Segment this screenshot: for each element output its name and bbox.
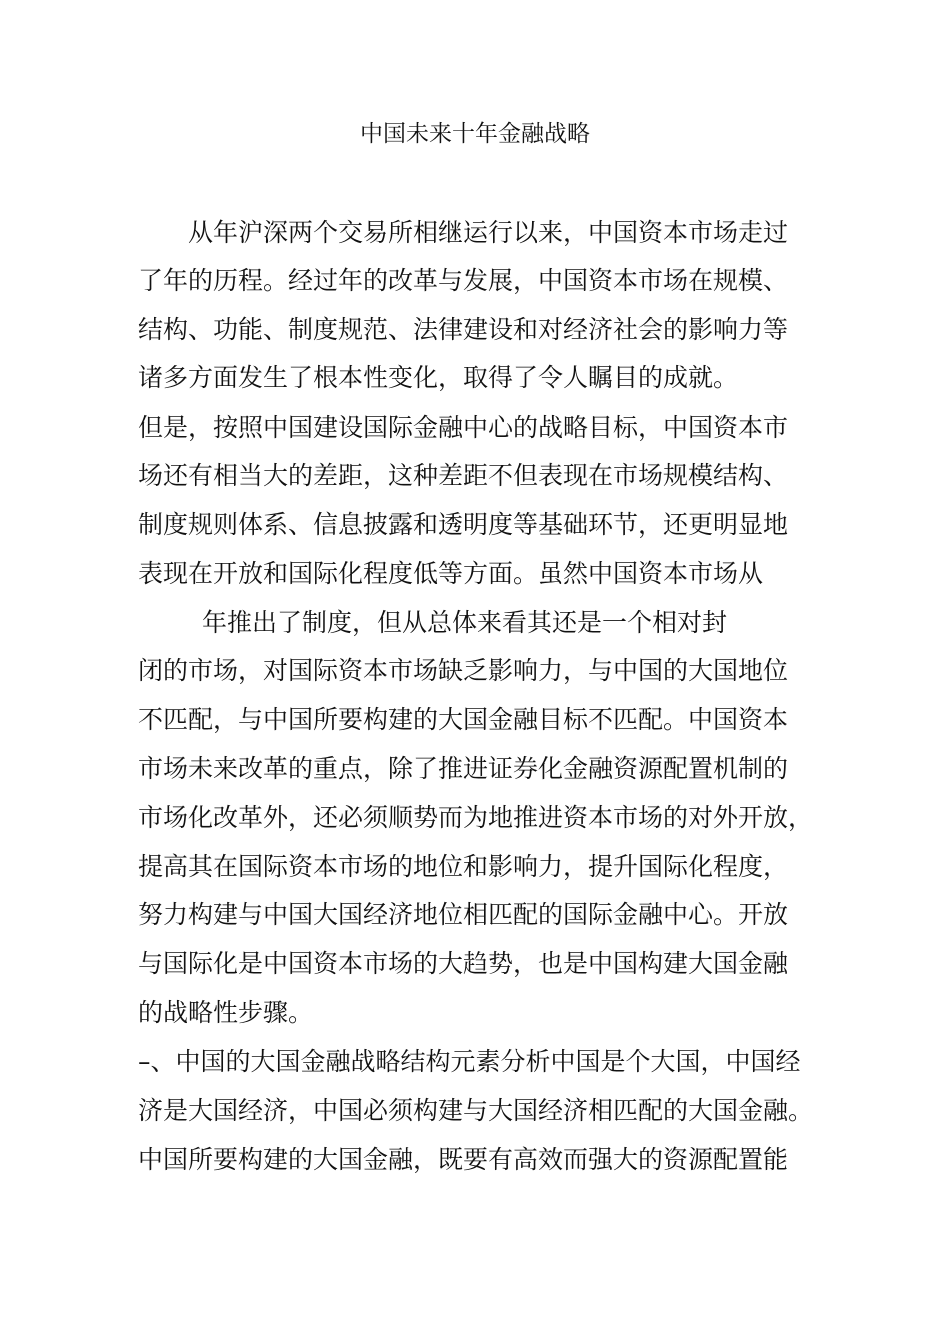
paragraph-line: 年推出了制度，但从总体来看其还是一个相对封 <box>202 608 728 637</box>
paragraph-line: 市场化改革外，还必须顺势而为地推进资本市场的对外开放， <box>138 803 814 832</box>
document-title: 中国未来十年金融战略 <box>360 121 590 147</box>
paragraph-line: 场还有相当大的差距，这种差距不但表现在市场规模结构、 <box>138 461 789 490</box>
paragraph-line: 诸多方面发生了根本性变化，取得了令人瞩目的成就。 <box>138 363 739 392</box>
paragraph-line: 但是，按照中国建设国际金融中心的战略目标，中国资本市 <box>138 413 789 442</box>
paragraph-line: 提高其在国际资本市场的地位和影响力，提升国际化程度， <box>138 852 789 881</box>
paragraph-line: 的战略性步骤。 <box>138 998 314 1027</box>
paragraph-line: 结构、功能、制度规范、法律建设和对经济社会的影响力等 <box>138 315 789 344</box>
paragraph-line: 中国所要构建的大国金融，既要有高效而强大的资源配置能 <box>138 1145 789 1174</box>
paragraph-line: 表现在开放和国际化程度低等方面。虽然中国资本市场从 <box>138 559 764 588</box>
paragraph-line: 市场未来改革的重点，除了推进证券化金融资源配置机制的 <box>138 754 789 783</box>
paragraph-line: 闭的市场，对国际资本市场缺乏影响力，与中国的大国地位 <box>138 656 789 685</box>
paragraph-line: 与国际化是中国资本市场的大趋势，也是中国构建大国金融 <box>138 949 789 978</box>
paragraph-line: –、中国的大国金融战略结构元素分析中国是个大国，中国经 <box>138 1047 801 1076</box>
paragraph-line: 制度规则体系、信息披露和透明度等基础环节，还更明显地 <box>138 510 789 539</box>
paragraph-line: 从年沪深两个交易所相继运行以来，中国资本市场走过 <box>188 218 789 247</box>
paragraph-line: 不匹配，与中国所要构建的大国金融目标不匹配。中国资本 <box>138 705 789 734</box>
paragraph-line: 了年的历程。经过年的改革与发展，中国资本市场在规模、 <box>138 266 789 295</box>
paragraph-line: 努力构建与中国大国经济地位相匹配的国际金融中心。开放 <box>138 900 789 929</box>
paragraph-line: 济是大国经济，中国必须构建与大国经济相匹配的大国金融。 <box>138 1096 814 1125</box>
